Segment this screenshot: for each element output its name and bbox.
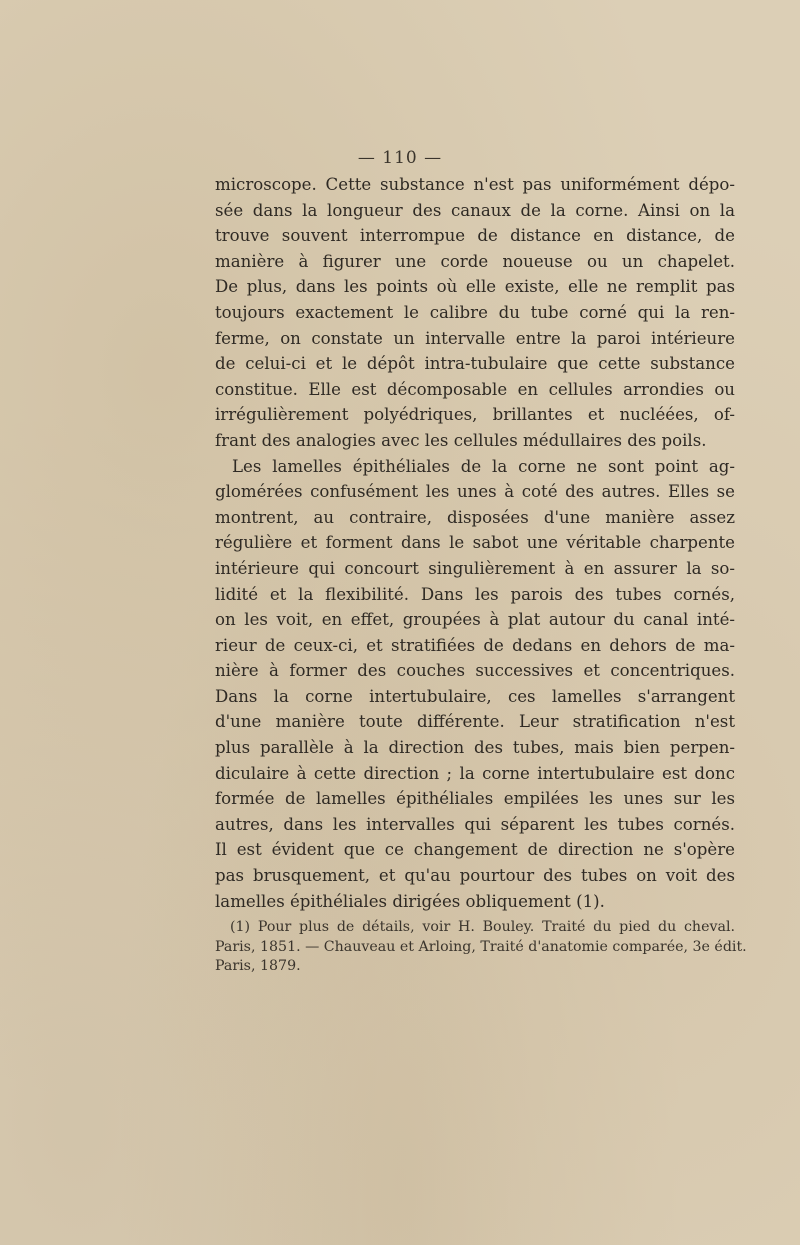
body-line: plus parallèle à la direction des tubes, mais bien perpen- <box>215 738 735 758</box>
body-line: autres, dans les intervalles qui séparent les tubes cornés. <box>215 814 735 834</box>
body-line: sée dans la longueur des canaux de la corne. Ainsi on la <box>215 200 735 220</box>
footnote-line: (1) Pour plus de détails, voir H. Bouley. Traité du pied du cheval. <box>230 919 735 935</box>
body-line: manière à figurer une corde noueuse ou un chapelet. <box>215 251 735 271</box>
body-line: d'une manière toute différente. Leur stratification n'est <box>215 712 735 732</box>
body-line: lidité et la flexibilité. Dans les parois des tubes cornés, <box>215 584 735 604</box>
body-line: constitue. Elle est décomposable en cellules arrondies ou <box>215 379 735 399</box>
body-line: montrent, au contraire, disposées d'une manière assez <box>215 507 735 527</box>
footnote-line: Paris, 1851. — Chauveau et Arloing, Traité d'anatomie comparée, 3e édit. <box>215 938 747 955</box>
body-line: nière à former des couches successives et concentriques. <box>215 661 735 681</box>
body-line: microscope. Cette substance n'est pas uniformément dépo- <box>215 175 735 194</box>
body-line: Dans la corne intertubulaire, ces lamelles s'arrangent <box>215 686 735 706</box>
body-line: trouve souvent interrompue de distance en distance, de <box>215 226 735 246</box>
body-line: diculaire à cette direction ; la corne intertubulaire est donc <box>215 763 735 783</box>
body-line: de celui-ci et le dépôt intra-tubulaire que cette substance <box>215 354 735 374</box>
body-line: ferme, on constate un intervalle entre la paroi intérieure <box>215 328 735 348</box>
footnotes <box>215 918 747 977</box>
body-line: frant des analogies avec les cellules médullaires des poils. <box>215 430 707 450</box>
body-line: rieur de ceux-ci, et stratifiées de dedans en dehors de ma- <box>215 635 735 655</box>
body-line: toujours exactement le calibre du tube corné qui la ren- <box>215 302 735 322</box>
body-line: lamelles épithéliales dirigées obliquement (1). <box>215 891 605 911</box>
body-line: Les lamelles épithéliales de la corne ne sont point ag- <box>232 456 735 476</box>
body-line: on les voit, en effet, groupées à plat autour du canal inté- <box>215 610 735 630</box>
footnote-line: Paris, 1879. <box>215 958 301 974</box>
body-line: irrégulièrement polyédriques, brillantes et nucléées, of- <box>215 405 735 425</box>
body-line: régulière et forment dans le sabot une véritable charpente <box>215 533 735 553</box>
body-line: intérieure qui concourt singulièrement à en assurer la so- <box>215 558 735 578</box>
body-line: Il est évident que ce changement de direction ne s'opère <box>215 840 735 860</box>
body-line: De plus, dans les points où elle existe, elle ne remplit pas <box>215 277 735 297</box>
body-line: pas brusquement, et qu'au pourtour des tubes on voit des <box>215 866 735 886</box>
body-line: glomérées confusément les unes à coté des autres. Elles se <box>215 482 735 502</box>
body-line: formée de lamelles épithéliales empilées les unes sur les <box>215 789 735 809</box>
page-number: — 110 — <box>357 148 443 168</box>
body-text <box>215 172 735 914</box>
